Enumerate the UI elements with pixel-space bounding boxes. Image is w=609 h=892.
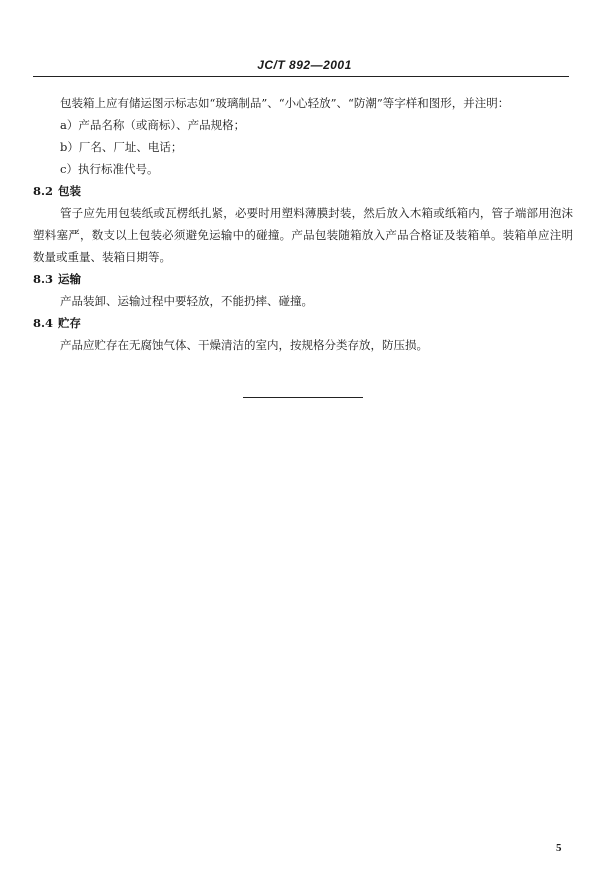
intro-paragraph: 包装箱上应有储运图示标志如“玻璃制品”、“小心轻放”、“防潮”等字样和图形，并注明： bbox=[60, 96, 510, 110]
list-item-a: a）产品名称（或商标）、产品规格； bbox=[60, 118, 246, 132]
section-number: 8.4 bbox=[33, 316, 54, 330]
list-item-c: c）执行标准代号。 bbox=[60, 162, 159, 176]
section-number: 8.3 bbox=[33, 272, 54, 286]
section-body-transport: 产品装卸、运输过程中要轻放，不能扔摔、碰撞。 bbox=[60, 294, 313, 308]
list-item-b: b）厂名、厂址、电话； bbox=[60, 140, 183, 154]
header-rule bbox=[33, 76, 569, 77]
section-heading-8-3 bbox=[33, 268, 573, 290]
section-heading-8-2 bbox=[33, 180, 573, 202]
section-heading-8-4 bbox=[33, 312, 573, 334]
end-of-document-rule bbox=[243, 397, 363, 398]
document-body bbox=[33, 92, 573, 356]
standard-number-header: JC/T 892—2001 bbox=[257, 58, 352, 72]
page-number: 5 bbox=[556, 842, 562, 854]
section-title: 贮存 bbox=[58, 316, 81, 330]
section-body-storage: 产品应贮存在无腐蚀气体、干燥清洁的室内，按规格分类存放，防压损。 bbox=[60, 338, 428, 352]
section-number: 8.2 bbox=[33, 184, 54, 198]
section-title: 运输 bbox=[58, 272, 81, 286]
section-body-packaging: 管子应先用包装纸或瓦楞纸扎紧，必要时用塑料薄膜封装，然后放入木箱或纸箱内，管子端部用泡沫塑料塞严，数支以上包装必须避免运输中的碰撞。产品包装随箱放入产品合格证及装箱单。装箱单应注明数量或重量、装箱日期等。 bbox=[33, 206, 573, 264]
section-title: 包装 bbox=[58, 184, 81, 198]
